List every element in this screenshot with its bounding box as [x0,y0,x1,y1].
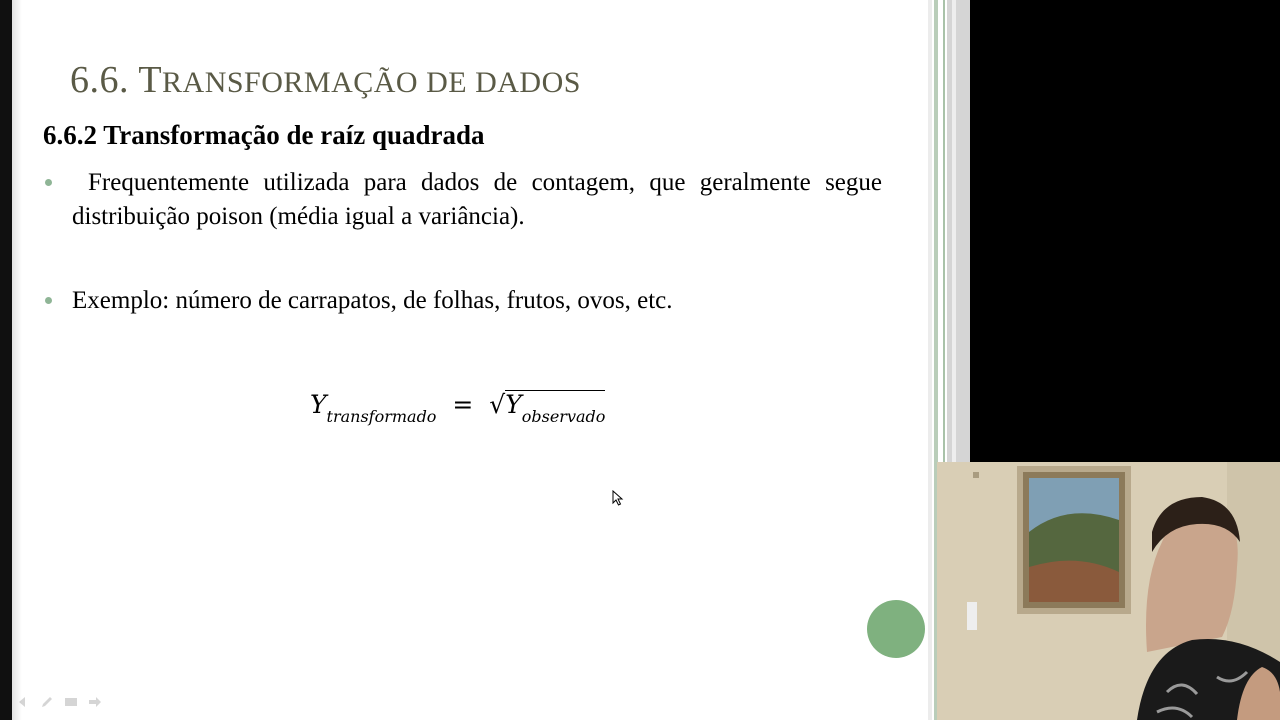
next-icon[interactable] [88,696,102,708]
webcam-video-feed [937,462,1280,720]
slideshow-controls [16,696,102,710]
slide-edge-shadow [12,0,22,720]
previous-icon[interactable] [16,696,30,708]
pen-icon[interactable] [40,696,54,708]
bullet-text: Exemplo: número de carrapatos, de folhas, frutos, ovos, etc. [72,287,673,314]
bullet-dot-icon [45,297,52,304]
formula-rhs-variable: Y [505,390,522,419]
mouse-cursor-icon [612,490,624,506]
formula-equals: = [452,390,474,419]
webcam-image [937,462,1280,720]
bullet-text: Frequentemente utilizada para dados de contagem, que geralmente segue distribuição poison (média igual a variância). [72,169,882,230]
bullet-item-frequentemente [42,166,882,234]
formula-radicand [505,390,606,426]
slide-subtitle: 6.6.2 Transformação de raíz quadrada [43,120,485,150]
formula-radical-sign: √ [489,390,506,419]
menu-icon[interactable] [64,696,78,708]
slide-title-rest: RANSFORMAÇÃO DE DADOS [162,66,581,99]
formula-lhs-variable: Y [310,390,327,419]
left-window-edge [0,0,12,720]
green-circle-decoration [867,600,925,658]
bullet-dot-icon [45,179,52,186]
presentation-slide [12,0,970,720]
slide-title-initial: 6.6. T [70,59,163,101]
formula-rhs-subscript: observado [521,407,606,426]
formula-lhs-subscript: transformado [326,407,437,426]
bullet-item-exemplo [42,284,882,318]
square-root-formula [310,390,606,426]
slide-title [70,58,581,102]
bullet-list [42,166,882,318]
